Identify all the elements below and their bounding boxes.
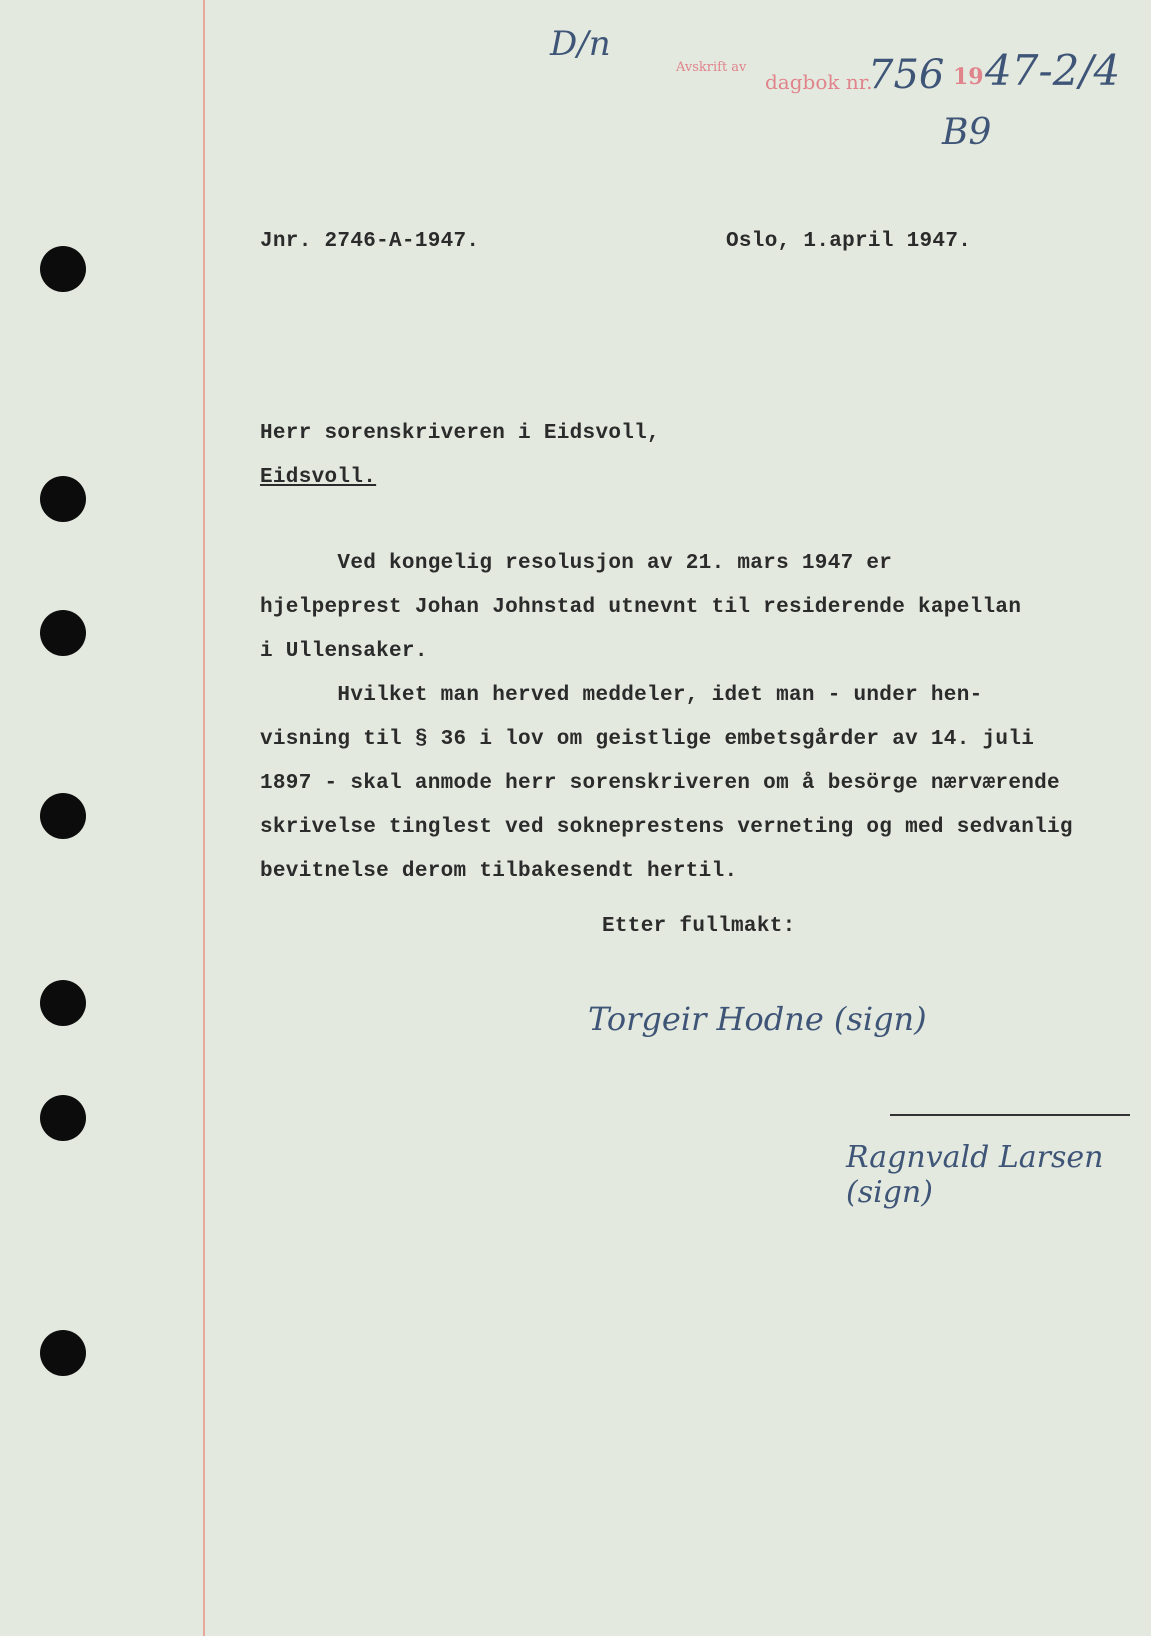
handwritten-initials: D/n: [550, 24, 611, 64]
recipient-line2: Eidsvoll.: [260, 466, 377, 489]
signature-rule: [890, 1114, 1130, 1116]
body-line: Ved kongelig resolusjon av 21. mars 1947 er: [260, 552, 893, 575]
year-and-date: 47-2/4: [985, 46, 1121, 95]
closing: Etter fullmakt:: [602, 915, 796, 938]
signature-hodne: Torgeir Hodne (sign): [588, 1000, 927, 1038]
stamp-year-prefix: 19: [953, 64, 984, 90]
body-line: bevitnelse derom tilbakesendt hertil.: [260, 860, 738, 883]
handwritten-code: B9: [942, 112, 992, 153]
punch-hole: [40, 246, 86, 292]
place-date: Oslo, 1.april 1947.: [726, 230, 972, 253]
stamp-label-bottom: dagbok nr.: [765, 70, 873, 94]
punch-hole: [40, 1330, 86, 1376]
stamp-label-top: Avskrift av: [676, 60, 747, 75]
body-line: 1897 - skal anmode herr sorenskriveren om å besörge nærværende: [260, 772, 1060, 795]
body-line: i Ullensaker.: [260, 640, 428, 663]
body-line: Hvilket man herved meddeler, idet man - under hen-: [260, 684, 983, 707]
signature-larsen: Ragnvald Larsen (sign): [846, 1140, 1104, 1210]
recipient-line1: Herr sorenskriveren i Eidsvoll,: [260, 422, 660, 445]
body-line: skrivelse tinglest ved sokneprestens verneting og med sedvanlig: [260, 816, 1073, 839]
body-line: visning til § 36 i lov om geistlige embetsgårder av 14. juli: [260, 728, 1035, 751]
punch-hole: [40, 476, 86, 522]
dagbok-number: 756: [868, 52, 945, 98]
punch-hole: [40, 610, 86, 656]
punch-hole: [40, 980, 86, 1026]
punch-hole: [40, 793, 86, 839]
body-line: hjelpeprest Johan Johnstad utnevnt til residerende kapellan: [260, 596, 1022, 619]
margin-line: [203, 0, 205, 1636]
punch-hole: [40, 1095, 86, 1141]
journal-reference: Jnr. 2746-A-1947.: [260, 230, 480, 253]
